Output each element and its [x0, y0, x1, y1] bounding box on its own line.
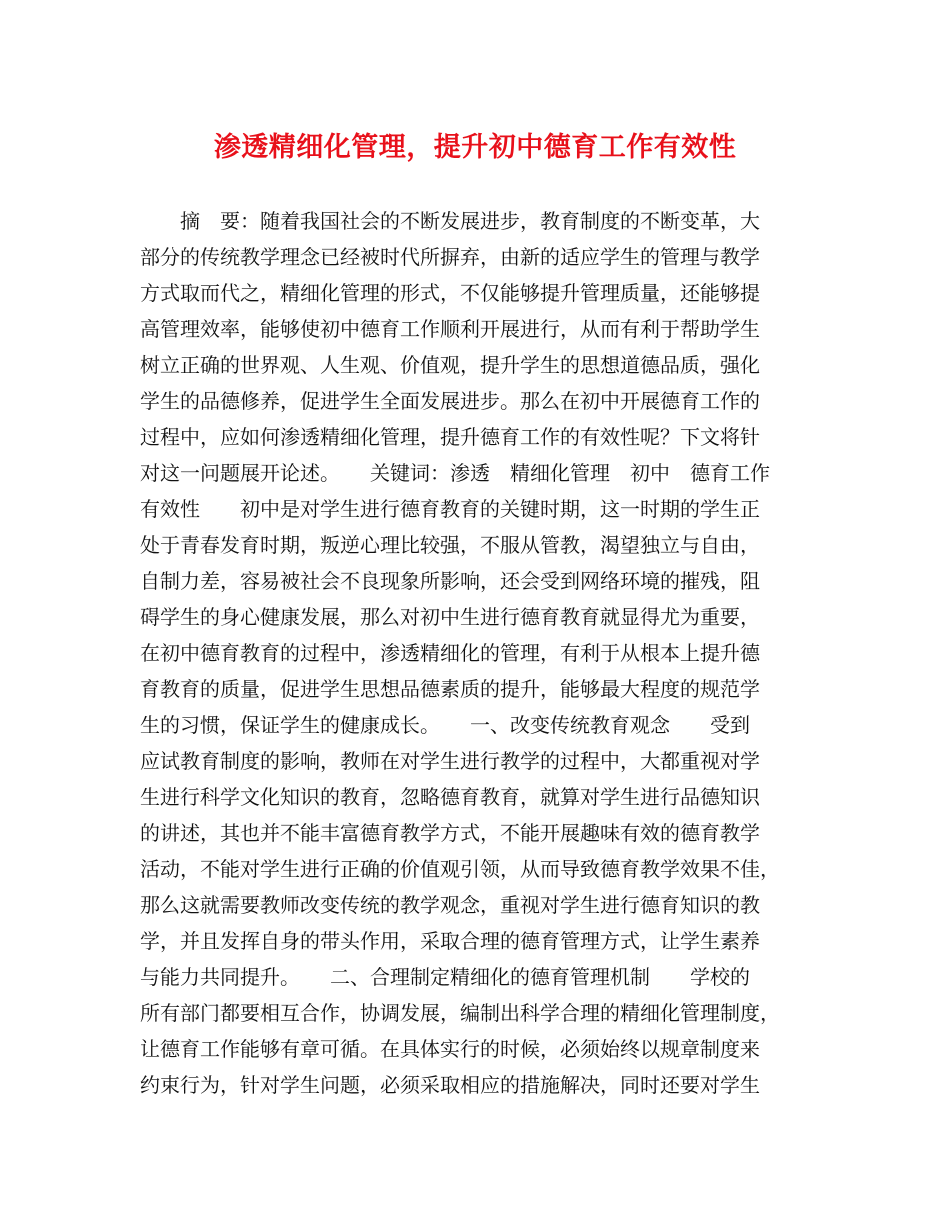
body-line: 约束行为，针对学生问题，必须采取相应的措施解决，同时还要对学生 [140, 1073, 760, 1097]
body-line: 生进行科学文化知识的教育，忽略德育教育，就算对学生进行品德知识 [140, 785, 760, 809]
body-line: 自制力差，容易被社会不良现象所影响，还会受到网络环境的摧残，阻 [140, 569, 760, 593]
body-line: 有效性 初中是对学生进行德育教育的关键时期，这一时期的学生正 [140, 497, 760, 521]
body-line: 的讲述，其也并不能丰富德育教学方式，不能开展趣味有效的德育教学 [140, 821, 760, 845]
body-line: 处于青春发育时期，叛逆心理比较强，不服从管教，渴望独立与自由， [140, 533, 760, 557]
body-line: 生的习惯，保证学生的健康成长。 一、改变传统教育观念 受到 [140, 713, 750, 737]
body-line: 那么这就需要教师改变传统的教学观念，重视对学生进行德育知识的教 [140, 893, 760, 917]
body-line: 高管理效率，能够使初中德育工作顺利开展进行，从而有利于帮助学生 [140, 317, 760, 341]
body-line: 碍学生的身心健康发展，那么对初中生进行德育教育就显得尤为重要， [140, 605, 760, 629]
body-line: 树立正确的世界观、人生观、价值观，提升学生的思想道德品质，强化 [140, 353, 760, 377]
body-line: 过程中，应如何渗透精细化管理，提升德育工作的有效性呢？下文将针 [140, 425, 760, 449]
body-line: 与能力共同提升。 二、合理制定精细化的德育管理机制 学校的 [140, 965, 750, 989]
body-line: 活动，不能对学生进行正确的价值观引领，从而导致德育教学效果不佳， [140, 857, 780, 881]
document-body [140, 203, 814, 1103]
body-line: 学，并且发挥自身的带头作用，采取合理的德育管理方式，让学生素养 [140, 929, 760, 953]
body-line: 摘 要：随着我国社会的不断发展进步，教育制度的不断变革，大 [140, 209, 760, 233]
body-line: 让德育工作能够有章可循。在具体实行的时候，必须始终以规章制度来 [140, 1037, 760, 1061]
body-line: 在初中德育教育的过程中，渗透精细化的管理，有利于从根本上提升德 [140, 641, 760, 665]
body-line: 部分的传统教学理念已经被时代所摒弃，由新的适应学生的管理与教学 [140, 245, 760, 269]
body-line: 对这一问题展开论述。 关键词：渗透 精细化管理 初中 德育工作 [140, 461, 770, 485]
body-line: 应试教育制度的影响，教师在对学生进行教学的过程中，大都重视对学 [140, 749, 760, 773]
body-line: 所有部门都要相互合作，协调发展，编制出科学合理的精细化管理制度， [140, 1001, 780, 1025]
body-line: 学生的品德修养，促进学生全面发展进步。那么在初中开展德育工作的 [140, 389, 760, 413]
body-line: 育教育的质量，促进学生思想品德素质的提升，能够最大程度的规范学 [140, 677, 760, 701]
document-title: 渗透精细化管理，提升初中德育工作有效性 [213, 132, 737, 163]
body-line: 方式取而代之，精细化管理的形式，不仅能够提升管理质量，还能够提 [140, 281, 760, 305]
